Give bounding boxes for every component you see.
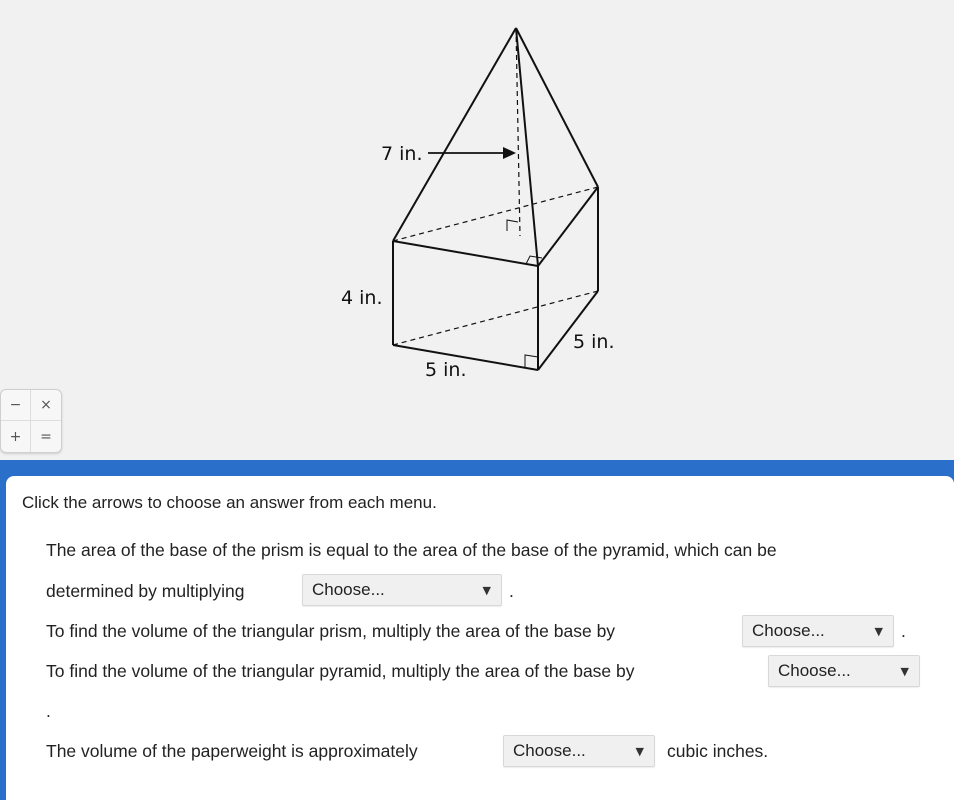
question-line-3-end: . (901, 621, 906, 641)
question-line-1: The area of the base of the prism is equal to the area of the base of the pyramid, which can be (46, 540, 777, 560)
question-line-6-text: The volume of the paperweight is approximately (46, 741, 418, 761)
chevron-down-icon: ▼ (874, 624, 883, 638)
question-line-4-text: To find the volume of the triangular pyramid, multiply the area of the base by (46, 661, 635, 681)
chevron-down-icon: ▼ (635, 744, 644, 758)
dropdown-3-label: Choose... (778, 661, 851, 680)
question-panel (6, 476, 954, 800)
label-base-side: 5 in. (573, 331, 615, 353)
question-line-3-text: To find the volume of the triangular prism, multiply the area of the base by (46, 621, 616, 641)
instruction-text: Click the arrows to choose an answer from each menu. (22, 493, 437, 512)
plus-icon: + (1, 421, 31, 452)
hidden-edge-bottom-back (393, 291, 598, 345)
chevron-down-icon: ▼ (900, 664, 909, 678)
dropdown-3[interactable] (768, 655, 920, 687)
right-angle-mark-bottom (525, 355, 538, 368)
question-line-5: . (46, 701, 51, 721)
hidden-edge-top-back (393, 187, 598, 241)
question-line-6-end: cubic inches. (667, 741, 769, 761)
right-angle-mark-pyramid (507, 220, 518, 231)
label-slant-height: 7 in. (381, 143, 423, 165)
question-line-2-text: determined by multiplying (46, 581, 245, 601)
dropdown-1-label: Choose... (312, 580, 385, 599)
label-prism-height: 4 in. (341, 287, 383, 309)
prism-top-right (538, 187, 598, 266)
slant-arrow-head (503, 147, 516, 159)
chevron-down-icon: ▼ (482, 583, 491, 597)
prism-top-front (393, 241, 538, 266)
dropdown-2-label: Choose... (752, 621, 825, 640)
dropdown-2[interactable] (742, 615, 894, 647)
dropdown-1[interactable] (302, 574, 502, 606)
times-icon: × (31, 390, 61, 421)
dropdown-4[interactable] (503, 735, 655, 767)
calculator-button[interactable] (0, 389, 62, 453)
equals-icon: = (40, 428, 52, 445)
minus-icon: − (1, 390, 31, 421)
question-line-2-end: . (509, 581, 514, 601)
dropdown-4-label: Choose... (513, 741, 586, 760)
label-base-front: 5 in. (425, 359, 467, 381)
pyramid-edge-left (393, 28, 516, 241)
